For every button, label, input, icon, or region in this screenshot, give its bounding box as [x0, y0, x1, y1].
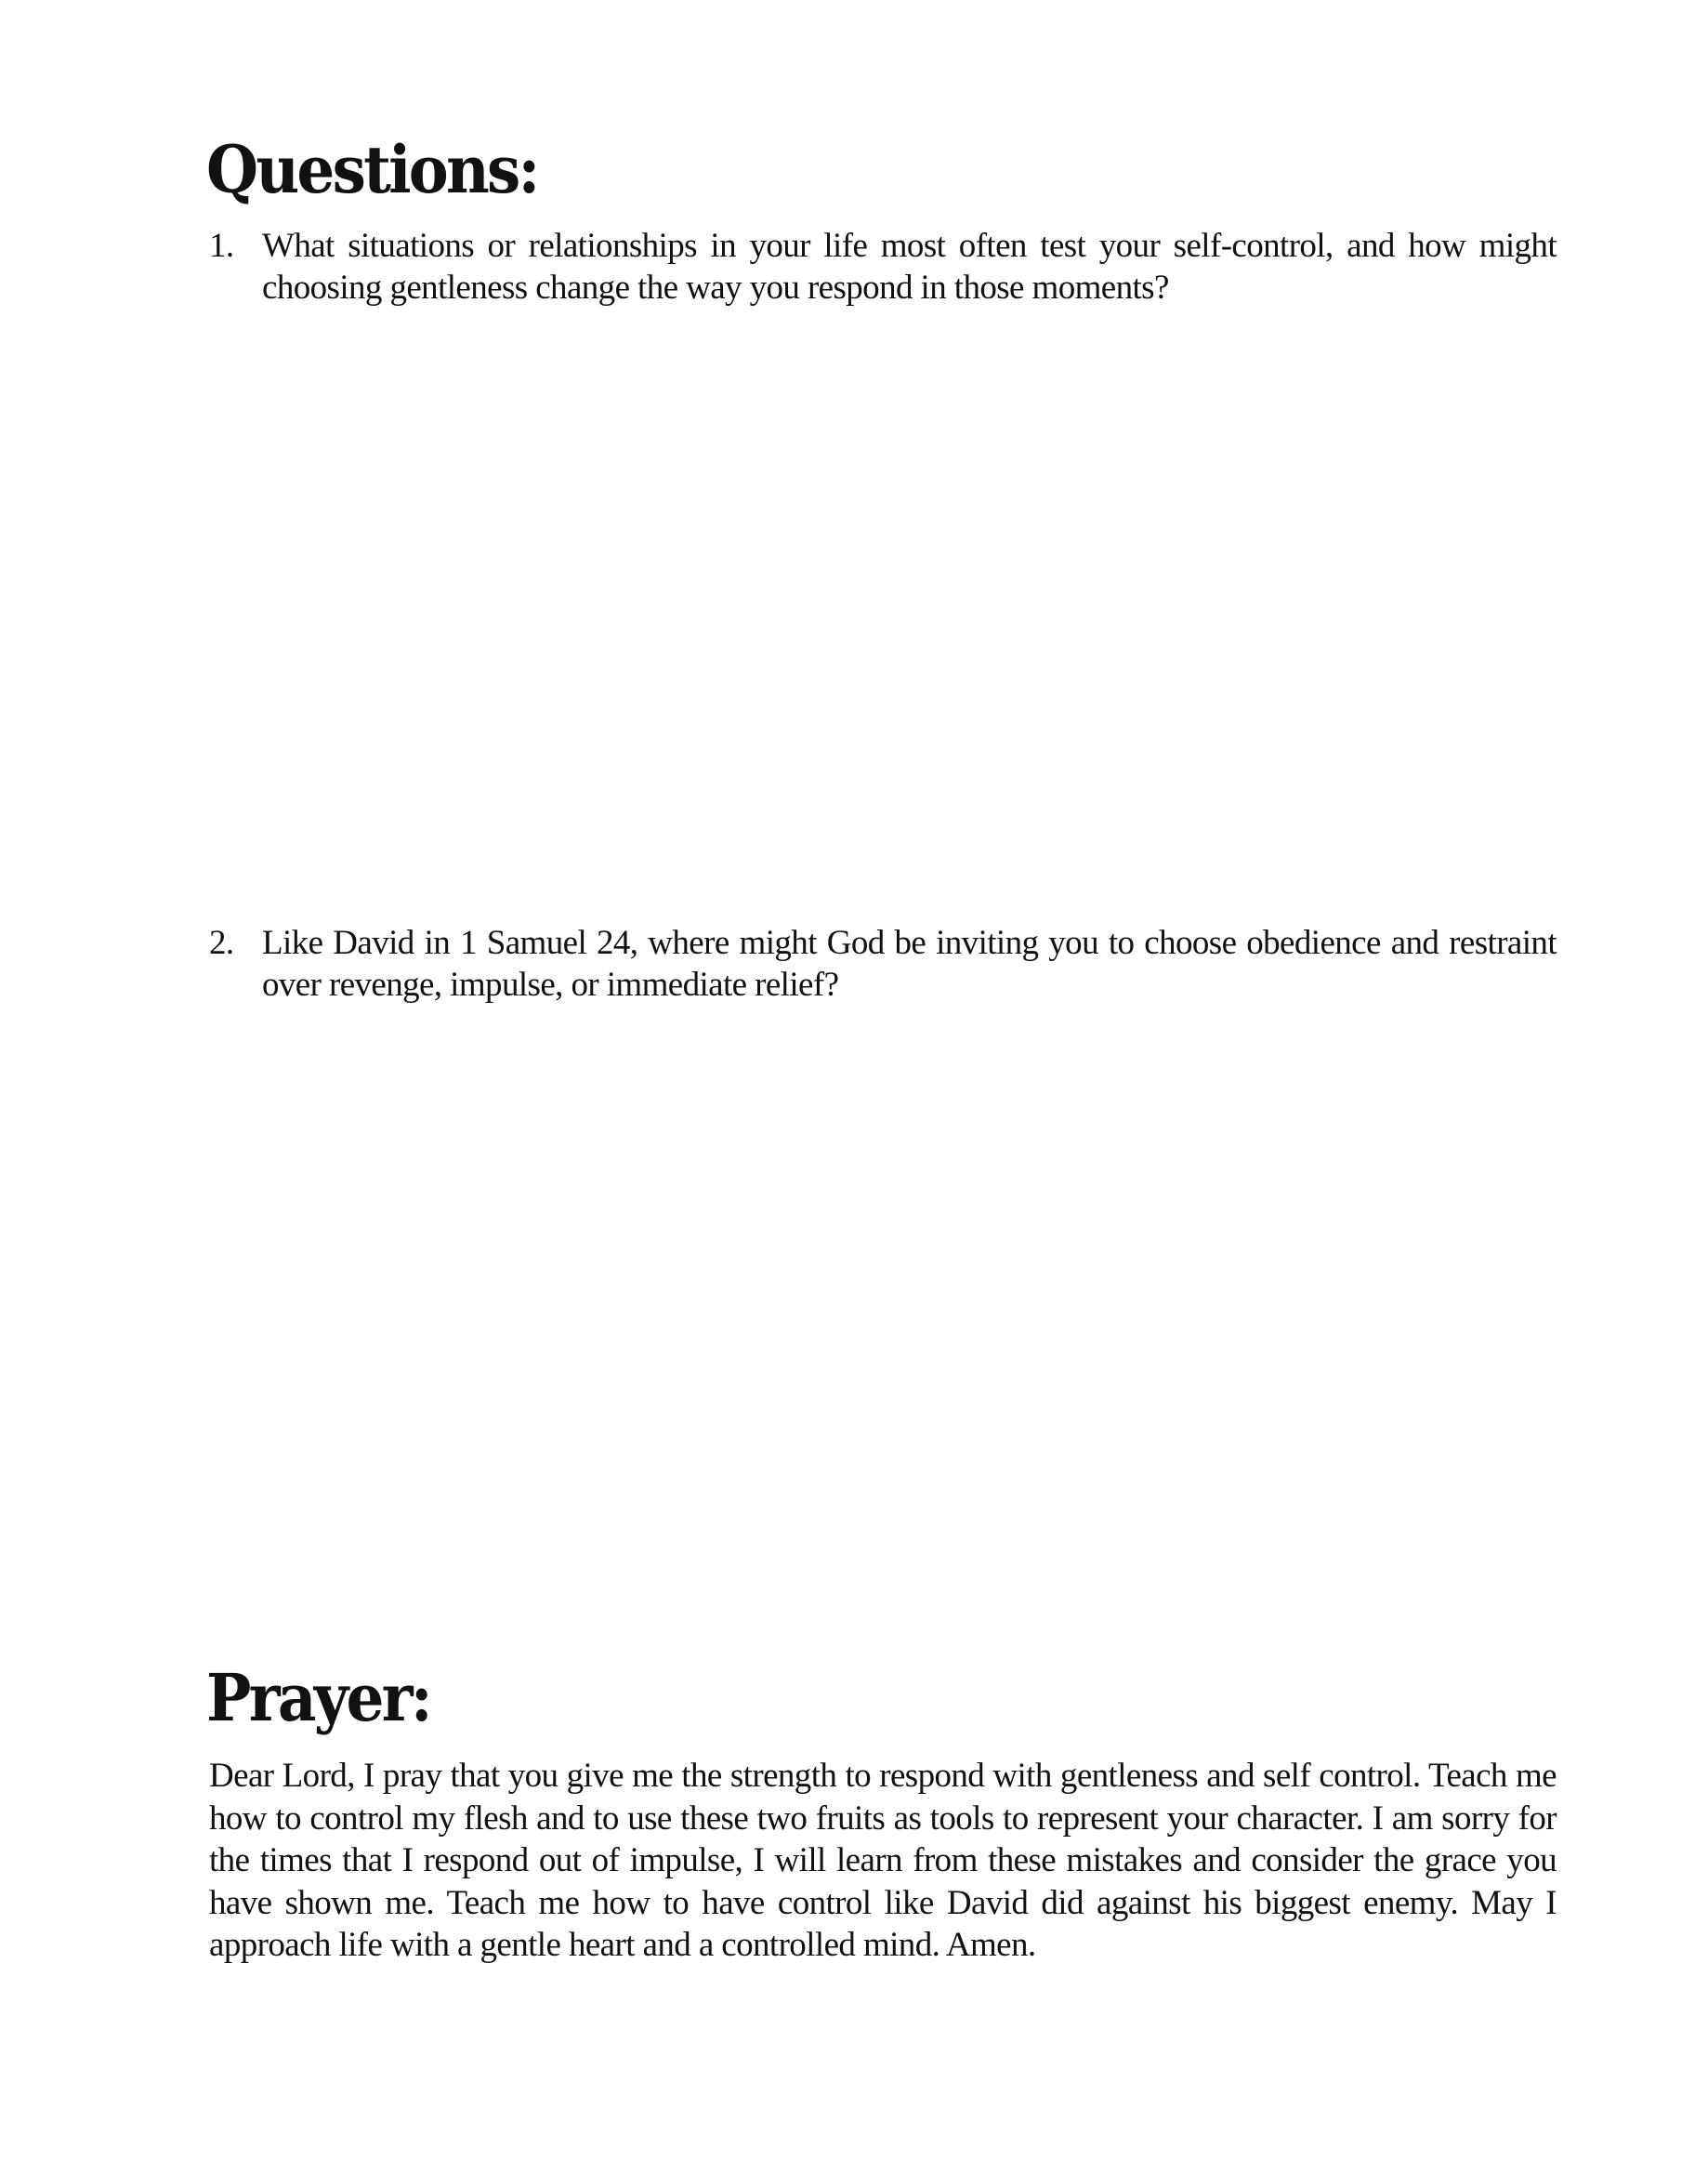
questions-heading: Questions:: [206, 131, 538, 208]
question-number: 1.: [209, 227, 234, 265]
question-item: [209, 922, 1557, 1006]
question-text: What situations or relationships in your life most often test your self-control, and how might choosing gentleness change the way you respond in those moments?: [262, 227, 1557, 307]
question-item: [209, 225, 1557, 309]
question-number: 2.: [209, 924, 234, 962]
question-text: Like David in 1 Samuel 24, where might God be inviting you to choose obedience and restraint over revenge, impulse, or immediate relief?: [262, 924, 1557, 1004]
prayer-text: Dear Lord, I pray that you give me the strength to respond with gentleness and self control. Teach me how to control my flesh and to use these two fruits as tools to represent your character. I am sorry for the times that I respond out of impulse, I will learn from these mistakes and consider the grace you have shown me. Teach me how to have control like David did against his biggest enemy. May I approach life with a gentle heart and a controlled mind. Amen.: [209, 1757, 1557, 1964]
prayer-heading: Prayer:: [206, 1659, 430, 1736]
